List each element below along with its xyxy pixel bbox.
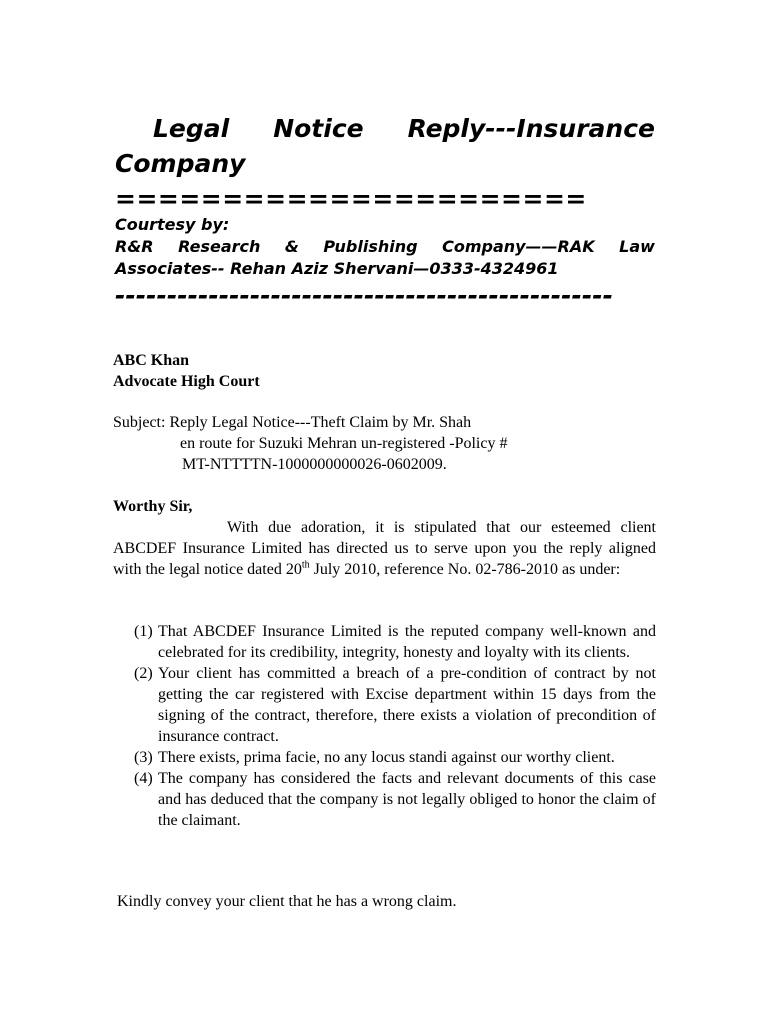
list-item-number: (2) (134, 665, 153, 682)
subject-line-continued: en route for Suzuki Mehran un-registered -Policy # (180, 435, 508, 452)
addressee-title: Advocate High Court (113, 373, 260, 390)
credit-line-1 (115, 236, 655, 258)
list-item-number: (1) (134, 623, 153, 640)
policy-number: MT-NTTTTN-1000000000026-0602009. (182, 456, 447, 473)
courtesy-label: Courtesy by: (115, 215, 230, 234)
paragraph-text: With due adoration, it is stipulated that our esteemed client ABCDEF Insurance Limited has directed us to serve upon you the reply aligned with the legal notice dated 20 (113, 519, 656, 578)
closing-line: Kindly convey your client that he has a wrong claim. (117, 893, 457, 910)
document-title-line2: Company (115, 149, 246, 178)
salutation: Worthy Sir, (113, 498, 193, 515)
opening-paragraph (113, 517, 656, 580)
list-item-text: Your client has committed a breach of a pre-condition of contract by not getting the car registered with Excise department within 15 days from the signing of the contract, therefore, there exists a violation of precondition of insurance contract. (158, 665, 656, 745)
list-item (134, 663, 656, 747)
title-word-reply: Reply---Insurance (407, 114, 655, 143)
credit-word: Law (619, 237, 655, 256)
list-item-text: There exists, prima facie, no any locus standi against our worthy client. (158, 749, 615, 766)
credit-word: & (284, 237, 299, 256)
title-word-legal: Legal (153, 114, 230, 143)
credit-line-2: Associates-- Rehan Aziz Shervani—0333-4324961 (115, 259, 559, 278)
credit-word: Publishing (323, 237, 418, 256)
credit-word: Research (178, 237, 261, 256)
list-item (134, 747, 656, 768)
paragraph-text: July 2010, reference No. 02-786-2010 as under: (309, 561, 621, 578)
list-item-text: The company has considered the facts and relevant documents of this case and has deduced that the company is not legally obliged to honor the claim of the claimant. (158, 770, 656, 829)
subject-line: Subject: Reply Legal Notice---Theft Claim by Mr. Shah (113, 414, 472, 431)
reply-points-list (134, 621, 656, 831)
document-title-line1 (115, 113, 655, 145)
date-ordinal-suffix: th (301, 559, 310, 571)
list-item-number: (3) (134, 749, 153, 766)
list-item-text: That ABCDEF Insurance Limited is the reputed company well-known and celebrated for its credibility, integrity, honesty and loyalty with its clients. (158, 623, 656, 661)
dash-divider: ------------------------------------------------ (115, 282, 614, 310)
list-item (134, 621, 656, 663)
list-item-number: (4) (134, 770, 153, 787)
credit-word: Company——RAK (442, 237, 595, 256)
equals-divider: ====================== (115, 185, 587, 213)
list-item (134, 768, 656, 831)
credit-word: R&R (115, 237, 154, 256)
title-word-notice: Notice (273, 114, 364, 143)
addressee-name: ABC Khan (113, 352, 190, 369)
